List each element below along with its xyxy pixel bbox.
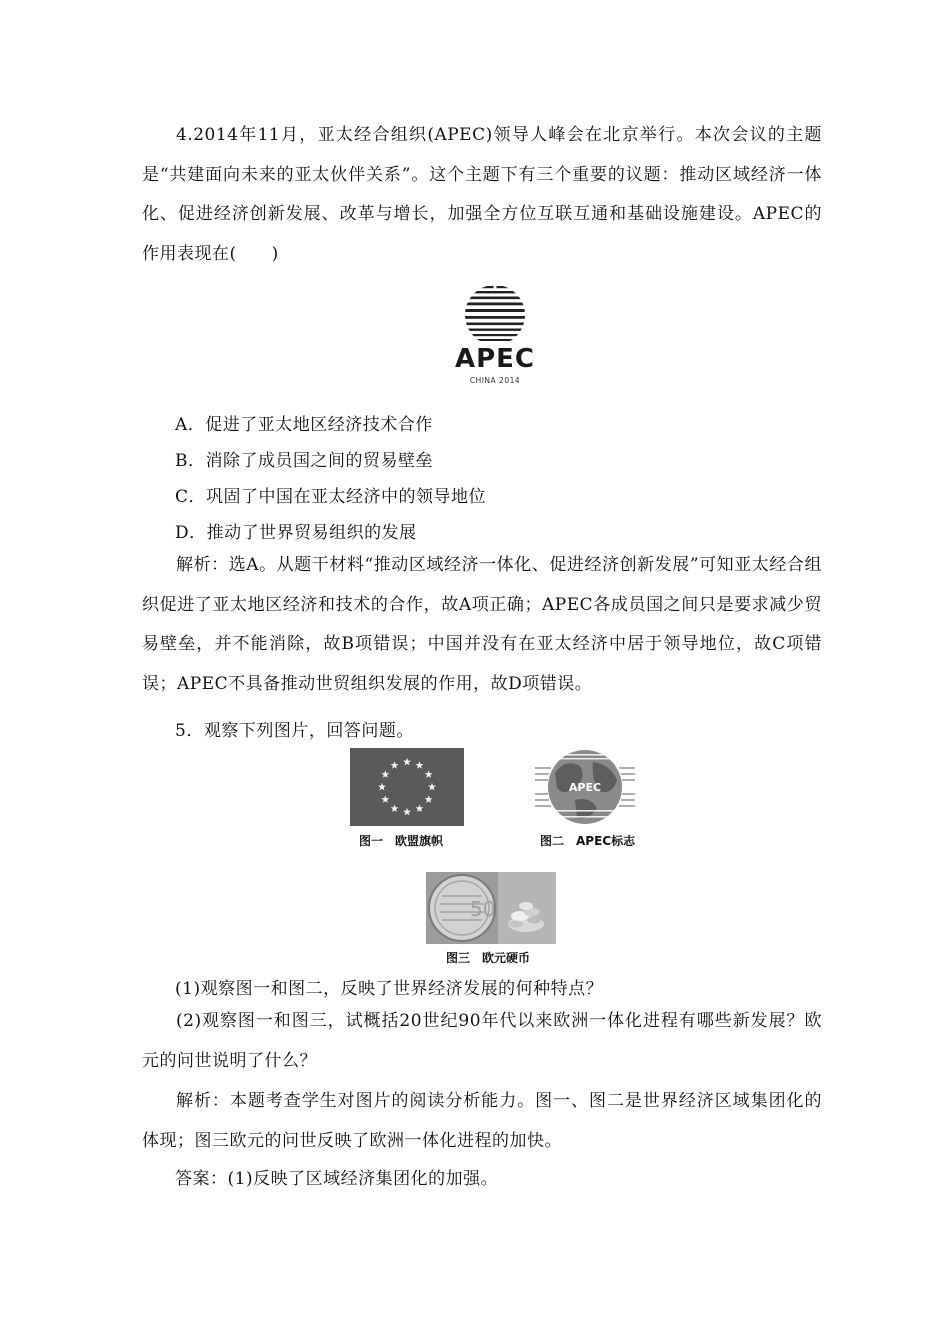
figure-2-caption: 图二 APEC标志 — [540, 834, 636, 848]
apec-emblem-image — [535, 748, 635, 826]
q5-sub-question-1: (1)观察图一和图二，反映了世界经济发展的何种特点？ — [175, 979, 604, 999]
q5-answer: 答案：(1)反映了区域经济集团化的加强。 — [175, 1169, 499, 1189]
figure-3-caption: 图三 欧元硬币 — [446, 951, 531, 965]
q5-sub-question-2: (2)观察图一和图三，试概括20世纪90年代以来欧洲一体化进程有哪些新发展？欧元的问世说明了什么？ — [142, 1011, 822, 1071]
q4-option-a: A．促进了亚太地区经济技术合作 — [175, 415, 433, 435]
q4-option-b: B．消除了成员国之间的贸易壁垒 — [175, 451, 433, 471]
q4-option-d: D．推动了世界贸易组织的发展 — [175, 523, 417, 543]
apec-emblem-text: APEC — [568, 781, 602, 794]
apec-logo-subtitle: CHINA 2014 — [469, 376, 521, 385]
q4-analysis: 解析：选A。从题干材料“推动区域经济一体化、促进经济创新发展”可知亚太经合组织促进了亚太地区经济和技术的合作，故A项正确；APEC各成员国之间只是要求减少贸易壁垒，并不能消除，故B项错误；中国并没有在亚太经济中居于领导地位，故C项错误；APEC不具备推动世贸组织发展的作用，故D项错误。 — [142, 555, 822, 694]
eu-flag-image — [350, 748, 464, 826]
q5-analysis: 解析：本题考查学生对图片的阅读分析能力。图一、图二是世界经济区域集团化的体现；图三欧元的问世反映了欧洲一体化进程的加快。 — [142, 1091, 822, 1151]
figure-1-caption: 图一 欧盟旗帜 — [359, 834, 444, 848]
euro-coins-image — [426, 872, 556, 944]
apec-globe-logo-icon — [455, 284, 535, 346]
q4-option-c: C．巩固了中国在亚太经济中的领导地位 — [175, 487, 487, 507]
q5-stem: 5．观察下列图片，回答问题。 — [175, 721, 414, 741]
svg-text:50: 50 — [470, 897, 496, 921]
q4-stem: 4.2014年11月，亚太经合组织(APEC)领导人峰会在北京举行。本次会议的主题是“共建面向未来的亚太伙伴关系”。这个主题下有三个重要的议题：推动区域经济一体化、促进经济创新发展、改革与增长，加强全方位互联互通和基础设施建设。APEC的作用表现在( ) — [142, 125, 822, 264]
apec-logo-title: APEC — [454, 344, 536, 374]
